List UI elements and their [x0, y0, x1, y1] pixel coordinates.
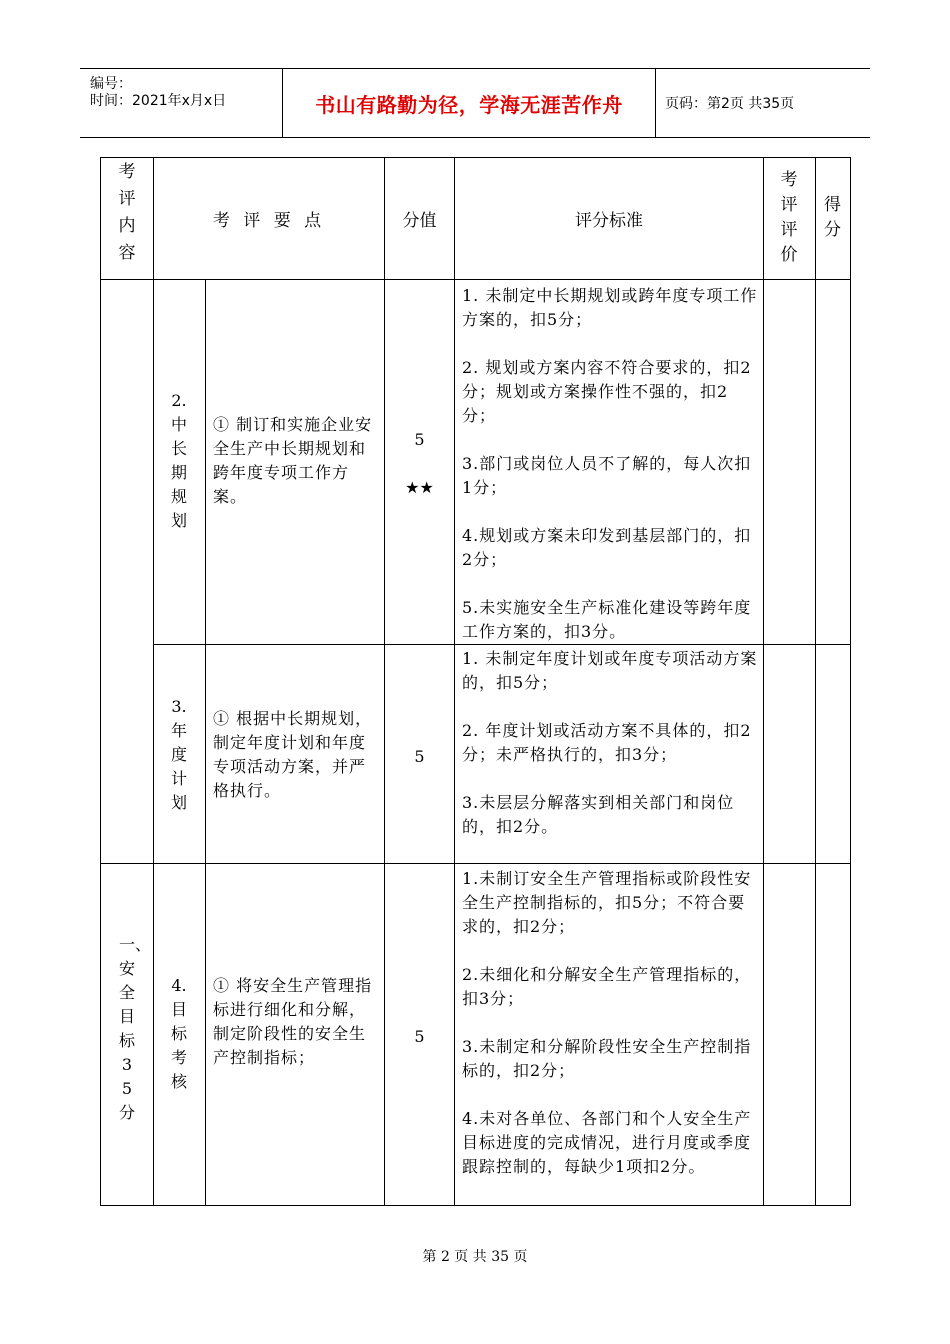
header-motto: 书山有路勤为径，学海无涯苦作舟 — [315, 92, 623, 117]
row-criteria-2 — [462, 284, 760, 644]
row-criteria-3 — [462, 647, 760, 839]
row-score-2: 5 — [414, 430, 425, 449]
criteria-item: 5.未实施安全生产标准化建设等跨年度工作方案的，扣3分。 — [462, 598, 752, 641]
row-item-3 — [164, 695, 194, 815]
row-point-2: ① 制订和实施企业安全生产中长期规划和跨年度专项工作方案。 — [213, 415, 373, 506]
header-points — [154, 157, 384, 279]
header-obtained-label: 得分 — [824, 195, 841, 240]
criteria-item: 3.未层层分解落实到相关部门和岗位的，扣2分。 — [462, 793, 735, 836]
header-evaluation — [764, 157, 815, 279]
header-evaluation-label: 考评评价 — [780, 170, 798, 265]
header-page-cell — [655, 69, 870, 137]
criteria-item: 4.未对各单位、各部门和个人安全生产目标进度的完成情况，进行月度或季度跟踪控制的，每缺少1项扣2分。 — [462, 1109, 752, 1176]
row-item-4 — [164, 974, 194, 1094]
row-score-3: 5 — [414, 747, 425, 766]
document-date: 时间：2021年x月x日 — [90, 93, 227, 109]
header-score — [385, 157, 454, 279]
assessment-table — [100, 157, 851, 1206]
row-score-4: 5 — [414, 1027, 425, 1046]
row-item-label: 3.年度计划 — [171, 697, 188, 812]
header-motto-cell — [282, 69, 656, 137]
row-stars-2: ★★ — [405, 478, 434, 497]
page-footer: 第 2 页 共 35 页 — [422, 1249, 528, 1265]
criteria-item: 2. 规划或方案内容不符合要求的，扣2分；规划或方案操作性不强的，扣2分； — [462, 358, 752, 425]
criteria-item: 2.未细化和分解安全生产管理指标的，扣3分； — [462, 965, 752, 1008]
criteria-item: 4.规划或方案未印发到基层部门的，扣2分； — [462, 526, 752, 569]
header-criteria-label: 评分标准 — [575, 210, 643, 231]
header-points-label: 考 评 要 点 — [212, 210, 326, 231]
criteria-item: 1. 未制定中长期规划或跨年度专项工作方案的，扣5分； — [462, 286, 758, 329]
criteria-item: 2. 年度计划或活动方案不具体的，扣2分；未严格执行的，扣3分； — [462, 721, 752, 764]
section-label-text: 一、安全目标35分 — [119, 935, 152, 1122]
header-obtained — [816, 157, 850, 279]
header-page-info: 页码：第2页 共35页 — [665, 96, 795, 112]
row-criteria-4 — [462, 867, 760, 1179]
row-item-2 — [164, 389, 194, 533]
criteria-item: 1.未制订安全生产管理指标或阶段性安全生产控制指标的，扣5分；不符合要求的，扣2分； — [462, 869, 752, 936]
header-content — [112, 159, 142, 267]
row-item-label: 2.中长期规划 — [171, 391, 188, 530]
document-number-label: 编号： — [90, 76, 132, 92]
criteria-item: 3.未制定和分解阶段性安全生产控制指标的，扣2分； — [462, 1037, 752, 1080]
row-point-4: ① 将安全生产管理指标进行细化和分解，制定阶段性的安全生产控制指标； — [213, 976, 373, 1067]
row-item-label: 4.目标考核 — [171, 976, 188, 1091]
criteria-item: 1. 未制定年度计划或年度专项活动方案的，扣5分； — [462, 649, 758, 692]
header-content-label: 考评内容 — [118, 162, 136, 263]
section-label — [112, 933, 152, 1125]
header-meta — [80, 69, 282, 137]
header-criteria — [455, 157, 763, 279]
header-score-label: 分值 — [402, 210, 437, 231]
criteria-item: 3.部门或岗位人员不了解的，每人次扣1分； — [462, 454, 752, 497]
page-header — [80, 68, 870, 138]
row-point-3: ① 根据中长期规划，制定年度计划和年度专项活动方案，并严格执行。 — [213, 709, 373, 800]
